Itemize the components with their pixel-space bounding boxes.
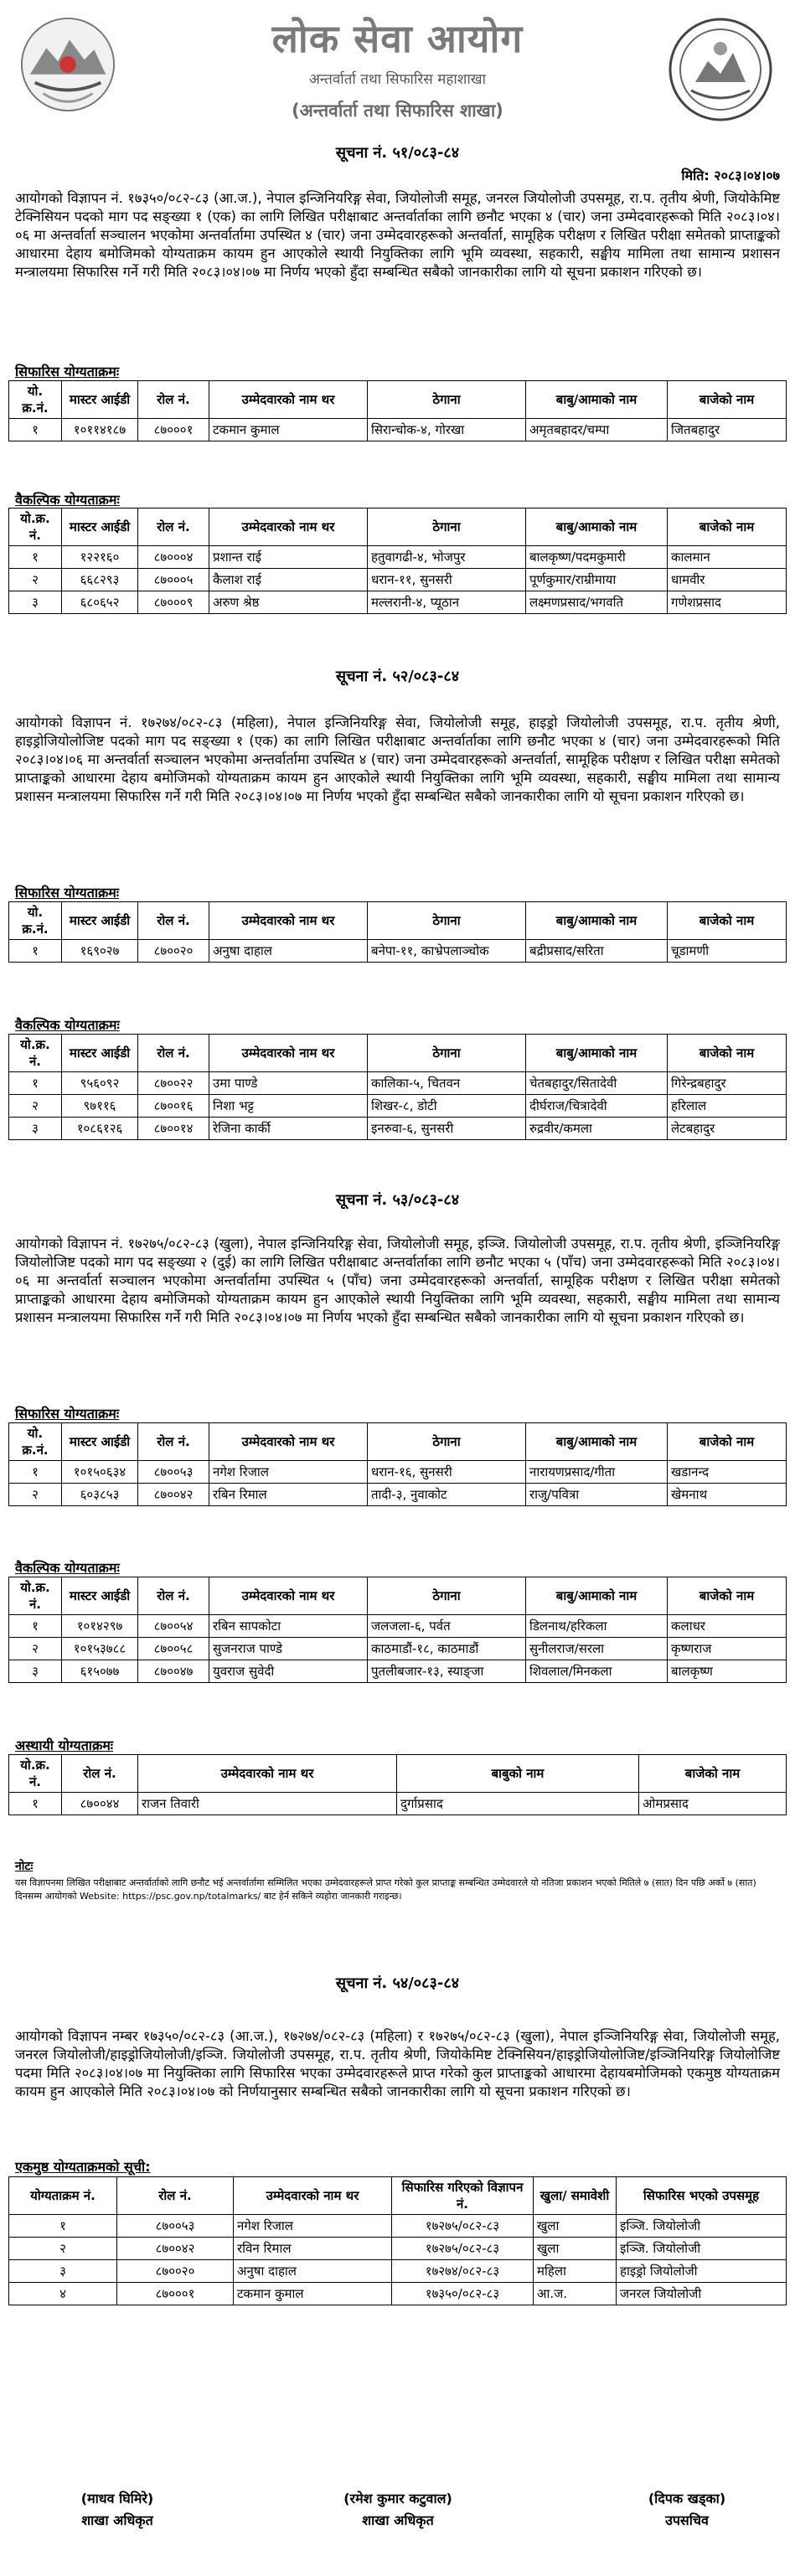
temporary-label-53: अस्थायी योग्यताक्रमः [15,1737,114,1753]
alternative-table-53: यो.क्र. नं. मास्टर आईडी रोल नं. उम्मेदवारको नाम थर ठेगाना बाबु/आमाको नाम बाजेको नाम १ १०१४२९७ ८७००५४ रबिन सापकोटा जलजला-६, पर्वत डिलनाथ/हरिकला कलाधर २ १०१५३७८८ ८७००५८ सुजनराज पाण्डे काठमाडौं-१८, काठमाडौं सुनीलराज/सरला कृष्णराज ३ ६१५०७७ ८७००४७ युवराज सुवेदी पुतलीबजार-१३, स्याङ्जा शिवलाल/मिनकला बालकृष्ण [8,1577,787,1683]
signature-block-1 [34,2488,201,2532]
signatory-name: (दिपक खड्का) [648,2491,726,2506]
table-row: १ १२२१६० ८७०००४ प्रशान्त राई हतुवागढी-४, भोजपुर बालकृष्ण/पदमकुमारी कालमान [9,546,787,569]
col-parent: बाबु/आमाको नाम [526,381,668,419]
table-row: १ १०१४२९७ ८७००५४ रबिन सापकोटा जलजला-६, पर्वत डिलनाथ/हरिकला कलाधर [9,1615,787,1638]
recommended-table-53: यो. क्र.नं. मास्टर आईडी रोल नं. उम्मेदवारको नाम थर ठेगाना बाबु/आमाको नाम बाजेको नाम १ १०१५०६३४ ८७००५३ नगेश रिजाल धरान-१६, सुनसरी नारायणप्रसाद/गीता खडानन्द २ ६०३८५३ ८७००४२ रबिन रिमाल तादी-३, नुवाकोट राजु/पवित्रा खेमनाथ [8,1422,787,1506]
alternative-label-52: वैकल्पिक योग्यताक्रमः [15,1017,120,1033]
table-row: २ १०१५३७८८ ८७००५८ सुजनराज पाण्डे काठमाडौं-१८, काठमाडौं सुनीलराज/सरला कृष्णराज [9,1638,787,1660]
notice-paragraph-54: आयोगको विज्ञापन नम्बर १७३५०/०८२-८३ (आ.ज.), १७२७४/०८२-८३ (महिला) र १७२७५/०८२-८३ (खुला), नेपाल इञ्जिनियरिङ्ग सेवा, जियोलोजी समूह, जनरल जियोलोजी/हाइड्रोजियोलोजी/इञ्जि. जियोलोजी उपसमूह, रा.प. तृतीय श्रेणी, जियोकेमिष्ट टेक्निसियन/हाइड्रोजियोलोजिष्ट/इञ्जिनियरिङ्ग जियोलोजिष्ट पदमा मिति २०८३।०४।०७ मा नियुक्तिका लागि सिफारिस भएका उम्मेदवारहरूले प्राप्त गरेको कुल प्राप्ताङ्कको आधारमा देहायबमोजिमको एकमुष्ठ योग्यताक्रम कायम हुन आएकोले मिति २०८३।०४।०७ को निर्णयानुसार सम्बन्धित सबैको जानकारीका लागि यो सूचना प्रकाशन गरिएको छ। [15,2028,780,2099]
col-name: उम्मेदवारको नाम थर [209,381,368,419]
table-row: ३ ८७००२० अनुषा दाहाल १७२७४/०८२-८३ महिला हाइड्रो जियोलोजी [9,2260,787,2283]
notice-number-53: सूचना नं. ५३/०८३-८४ [335,1191,460,1209]
psc-seal-icon [666,15,775,124]
recommended-table-51 [8,380,787,441]
alternative-label-51: वैकल्पिक योग्यताक्रमः [15,492,120,508]
merit-list-table: योग्यताक्रम नं. रोल नं. उम्मेदवारको नाम थर सिफारिस गरिएको विज्ञापन नं. खुला/ समावेशी सिफारिस भएको उपसमूह १ ८७००५३ नगेश रिजाल १७२७५/०८२-८३ खुला इञ्जि. जियोलोजी २ ८७००४२ रविन रिमाल १७२७५/०८२-८३ खुला इञ्जि. जियोलोजी ३ ८७००२० अनुषा दाहाल १७२७४/०८२-८३ महिला हाइड्रो जियोलोजी ४ ८७०००१ टकमान कुमाल १७३५०/०८२-८३ आ.ज. जनरल जियोलोजी [8,2176,787,2305]
col-address: ठेगाना [368,381,526,419]
table-row: १ ९५६०९२ ८७००२२ उमा पाण्डे कालिका-५, चितवन चेतबहादुर/सितादेवी गिरेन्द्रबहादुर [9,1072,787,1095]
signature-block-2 [276,2488,519,2532]
table-row: १ १०१५०६३४ ८७००५३ नगेश रिजाल धरान-१६, सुनसरी नारायणप्रसाद/गीता खडानन्द [9,1461,787,1484]
notice-paragraph-53: आयोगको विज्ञापन नं. १७२७५/०८२-८३ (खुला), नेपाल इन्जिनियरिङ्ग सेवा, जियोलोजी समूह, इञ्जि. जियोलोजी उपसमूह, रा.प. तृतीय श्रेणी, इञ्जिनियरिङ्ग जियोलोजिष्ट पदको माग पद सङ्ख्या २ (दुई) का लागि लिखित परीक्षाबाट अन्तर्वार्ताका लागि छनौट भएका ५ (पाँच) जना उम्मेदवारहरूको मिति २०८३।०४।०६ मा अन्तर्वार्ता सञ्चालन भएकोमा अन्तर्वार्तामा उपस्थित ५ (पाँच) जना उम्मेदवारहरूको अन्तर्वार्ता, सामूहिक परीक्षण र लिखित परीक्षा समेतको प्राप्ताङ्कको आधारमा देहाय बमोजिमको योग्यताक्रम कायम हुन आएकोले स्थायी नियुक्तिका लागि भूमि व्यवस्था, सहकारी, सङ्घीय मामिला तथा सामान्य प्रशासन मन्त्रालयमा सिफारिस गर्ने गरी मिति २०८३।०४।०७ मा निर्णय भएको हुँदा सम्बन्धित सबैको जानकारीका लागि यो सूचना प्रकाशन गरिएको छ। [15,1236,780,1325]
note-label: नोटः [15,1860,34,1873]
signatory-name: (माधव घिमिरे) [80,2491,154,2506]
signatory-title: उपसचिव [665,2512,709,2528]
notice-number-52: सूचना नं. ५२/०८३-८४ [335,668,460,685]
page-header [0,0,795,142]
alternative-table-52: यो.क्र. नं. मास्टर आईडी रोल नं. उम्मेदवारको नाम थर ठेगाना बाबु/आमाको नाम बाजेको नाम १ ९५६०९२ ८७००२२ उमा पाण्डे कालिका-५, चितवन चेतबहादुर/सितादेवी गिरेन्द्रबहादुर २ ९७११६ ८७००१६ निशा भट्ट शिखर-८, डोटी दीर्घराज/चित्रादेवी हरिलाल ३ १०८६१२६ ८७००१४ रेजिना कार्की इनरुवा-६, सुनसरी रुद्रवीर/कमला लेटबहादुर [8,1034,787,1140]
recommended-label-51: सिफारिस योग्यताक्रमः [15,364,120,379]
table-row: २ ६६८२९३ ८७०००५ कैलाश राई धरान-११, सुनसरी पूर्णकुमार/राम्रीमाया धामवीर [9,569,787,591]
signatory-title: शाखा अधिकृत [362,2512,434,2528]
col-master-id: मास्टर आईडी [62,381,138,419]
table-row: १ ८७००५३ नगेश रिजाल १७२७५/०८२-८३ खुला इञ्जि. जियोलोजी [9,2215,787,2238]
table-row: १ १६९०२७ ८७००२० अनुषा दाहाल बनेपा-११, काभ्रेपलाञ्चोक बद्रीप्रसाद/सरिता चूडामणी [9,940,787,963]
notice-paragraph-51: आयोगको विज्ञापन नं. १७३५०/०८२-८३ (आ.ज.), नेपाल इन्जिनियरिङ्ग सेवा, जियोलोजी समूह, जनरल जियोलोजी उपसमूह, रा.प. तृतीय श्रेणी, जियोकेमिष्ट टेक्निसियन पदको माग पद सङ्ख्या १ (एक) का लागि लिखित परीक्षाबाट अन्तर्वार्ताका लागि छनौट भएका ४ (चार) जना उम्मेदवारहरूको मिति २०८३।०४।०६ मा अन्तर्वार्ता सञ्चालन भएकोमा अन्तर्वार्तामा उपस्थित ४ (चार) जना उम्मेदवारहरूको अन्तर्वार्ता, सामूहिक परीक्षण र लिखित परीक्षा समेतको प्राप्ताङ्कको आधारमा देहाय बमोजिमको योग्यताक्रम कायम हुन आएकोले स्थायी नियुक्तिका लागि भूमि व्यवस्था, सहकारी, सङ्घीय मामिला तथा सामान्य प्रशासन मन्त्रालयमा सिफारिस गर्ने गरी मिति २०८३।०४।०७ मा निर्णय भएको हुँदा सम्बन्धित सबैको जानकारीका लागि यो सूचना प्रकाशन गरिएको छ। [15,190,780,280]
table-row: ३ ६१५०७७ ८७००४७ युवराज सुवेदी पुतलीबजार-१३, स्याङ्जा शिवलाल/मिनकला बालकृष्ण [9,1660,787,1683]
org-subtitle: अन्तर्वार्ता तथा सिफारिस महाशाखा [308,71,487,88]
table-row: २ ९७११६ ८७००१६ निशा भट्ट शिखर-८, डोटी दीर्घराज/चित्रादेवी हरिलाल [9,1095,787,1118]
temporary-table-53: यो.क्र. नं. रोल नं. उम्मेदवारको नाम थर बाबुको नाम बाजेको नाम १ ८७००४४ राजन तिवारी दुर्गाप्रसाद ओमप्रसाद [8,1754,787,1815]
table-row: १ ८७००४४ राजन तिवारी दुर्गाप्रसाद ओमप्रसाद [9,1793,787,1815]
signature-block-3 [603,2488,771,2532]
notice-number-51: सूचना नं. ५१/०८३-८४ [335,144,460,162]
table-row: १ १०११४१८७ ८७०००१ टकमान कुमाल सिरान्चोक-४, गोरखा अमृतबहादर/चम्पा जितबहादुर [9,419,787,441]
alternative-table-51: यो.क्र. नं. मास्टर आईडी रोल नं. उम्मेदवारको नाम थर ठेगाना बाबु/आमाको नाम बाजेको नाम १ १२२१६० ८७०००४ प्रशान्त राई हतुवागढी-४, भोजपुर बालकृष्ण/पदमकुमारी कालमान २ ६६८२९३ ८७०००५ कैलाश राई धरान-११, सुनसरी पूर्णकुमार/राम्रीमाया धामवीर ३ ६८०६५२ ८७०००९ अरुण श्रेष्ठ मल्लरानी-४, प्यूठान लक्ष्मणप्रसाद/भगवति गणेशप्रसाद [8,508,787,614]
org-title: लोक सेवा आयोग [271,16,524,61]
table-row: ३ ६८०६५२ ८७०००९ अरुण श्रेष्ठ मल्लरानी-४, प्यूठान लक्ष्मणप्रसाद/भगवति गणेशप्रसाद [9,591,787,614]
col-grandfather: बाजेको नाम [668,381,787,419]
merit-list-label: एकमुष्ठ योग्यताक्रमको सूची: [15,2159,151,2175]
recommended-label-52: सिफारिस योग्यताक्रमः [15,885,120,901]
table-row: ३ १०८६१२६ ८७००१४ रेजिना कार्की इनरुवा-६, सुनसरी रुद्रवीर/कमला लेटबहादुर [9,1118,787,1140]
col-sn: यो. क्र.नं. [9,381,62,419]
table-row: २ ६०३८५३ ८७००४२ रबिन रिमाल तादी-३, नुवाकोट राजु/पवित्रा खेमनाथ [9,1484,787,1506]
notice-date: मिति: २०८३।०४।०७ [681,168,780,183]
col-roll: रोल नं. [138,381,209,419]
recommended-table-52: यो. क्र.नं. मास्टर आईडी रोल नं. उम्मेदवारको नाम थर ठेगाना बाबु/आमाको नाम बाजेको नाम १ १६९०२७ ८७००२० अनुषा दाहाल बनेपा-११, काभ्रेपलाञ्चोक बद्रीप्रसाद/सरिता चूडामणी [8,901,787,963]
notice-paragraph-52: आयोगको विज्ञापन नं. १७२७४/०८२-८३ (महिला), नेपाल इन्जिनियरिङ्ग सेवा, जियोलोजी समूह, हाइड्रो जियोलोजी उपसमूह, रा.प. तृतीय श्रेणी, हाइड्रोजियोलोजिष्ट पदको माग पद सङ्ख्या १ (एक) का लागि लिखित परीक्षाबाट अन्तर्वार्ताका लागि छनौट भएका ४ (चार) जना उम्मेदवारहरूको मिति २०८३।०४।०६ मा अन्तर्वार्ता सञ्चालन भएकोमा अन्तर्वार्तामा उपस्थित ४ (चार) जना उम्मेदवारहरूको अन्तर्वार्ता, सामूहिक परीक्षण र लिखित परीक्षा समेतको प्राप्ताङ्कको आधारमा देहाय बमोजिमको योग्यताक्रम कायम हुन आएकोले स्थायी नियुक्तिका लागि भूमि व्यवस्था, सहकारी, सङ्घीय मामिला तथा सामान्य प्रशासन मन्त्रालयमा सिफारिस गर्ने गरी मिति २०८३।०४।०७ मा निर्णय भएको हुँदा सम्बन्धित सबैको जानकारीका लागि यो सूचना प्रकाशन गरिएको छ। [15,715,780,804]
org-section: (अन्तर्वार्ता तथा सिफारिस शाखा) [292,101,503,121]
notice-number-54: सूचना नं. ५४/०८३-८४ [335,1975,460,1992]
alternative-label-53: वैकल्पिक योग्यताक्रमः [15,1560,120,1576]
signatory-title: शाखा अधिकृत [81,2512,153,2528]
signatory-name: (रमेश कुमार कटुवाल) [343,2491,452,2506]
recommended-label-53: सिफारिस योग्यताक्रमः [15,1406,120,1422]
table-row: २ ८७००४२ रविन रिमाल १७२७५/०८२-८३ खुला इञ्जि. जियोलोजी [9,2238,787,2260]
table-row: ४ ८७०००१ टकमान कुमाल १७३५०/०८२-८३ आ.ज. जनरल जियोलोजी [9,2283,787,2305]
note-text: यस विज्ञापनमा लिखित परीक्षाबाट अन्तर्वार्ताको लागि छनौट भई अन्तर्वार्तामा सम्मिलित भएका उम्मेदवारहरूले प्राप्त गरेको कुल प्राप्ताङ्क सम्बन्धित उम्मेदवारले यो नतिजा प्रकाशन भएको मितिले ७ (सात) दिन पछि अर्को ७ (सात) दिनसम्म आयोगको Website: https://psc.gov.np/totalmarks/ बाट हेर्न सकिने व्यहोरा जानकारी गराइन्छ। [15,1877,756,1902]
